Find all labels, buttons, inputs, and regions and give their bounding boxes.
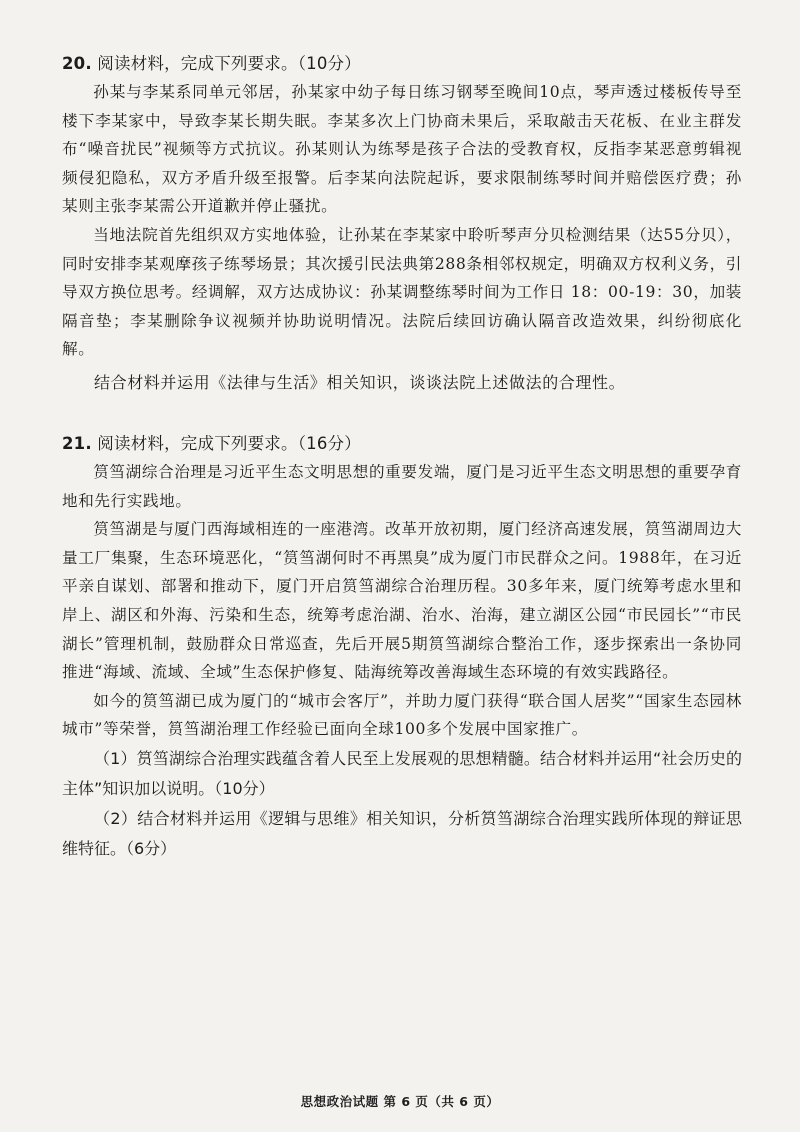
question-21 xyxy=(62,430,742,864)
question-20-material-paragraph-2: 当地法院首先组织双方实地体验，让孙某在李某家中聆听琴声分贝检测结果（达55分贝），同时安排李某观摩孩子练琴场景；其次援引民法典第288条相邻权规定，明确双方权利义务，引导双方换位思考。经调解，双方达成协议：孙某调整练琴时间为工作日 18：00-19：30，加装隔音垫；李某删除争议视频并协助说明情况。法院后续回访确认隔音改造效果，纠纷彻底化解。 xyxy=(62,225,742,359)
question-21-heading xyxy=(62,430,742,458)
page-footer: 思想政治试题 第 6 页（共 6 页） xyxy=(300,1094,500,1109)
question-21-subquestion-2: （2）结合材料并运用《逻辑与思维》相关知识，分析筼筜湖综合治理实践所体现的辩证思维特征。（6分） xyxy=(62,808,742,858)
question-21-material-paragraph-3: 如今的筼筜湖已成为厦门的“城市会客厅”，并助力厦门获得“联合国人居奖”“国家生态园林城市”等荣誉，筼筜湖治理工作经验已面向全球100多个发展中国家推广。 xyxy=(62,691,742,739)
question-20-number: 20. xyxy=(62,54,92,73)
question-21-number: 21. xyxy=(62,433,92,453)
question-21-title: 阅读材料，完成下列要求。（16分） xyxy=(97,433,361,453)
question-20-title: 阅读材料，完成下列要求。（10分） xyxy=(97,54,361,73)
question-20-heading xyxy=(62,50,742,78)
question-21-material-paragraph-1: 筼筜湖综合治理是习近平生态文明思想的重要发端，厦门是习近平生态文明思想的重要孕育地和先行实践地。 xyxy=(62,462,742,510)
question-20-prompt: 结合材料并运用《法律与生活》相关知识，谈谈法院上述做法的合理性。 xyxy=(94,372,626,392)
question-20-material-paragraph-1: 孙某与李某系同单元邻居，孙某家中幼子每日练习钢琴至晚间10点，琴声透过楼板传导至楼下李某家中，导致李某长期失眠。李某多次上门协商未果后，采取敲击天花板、在业主群发布“噪音扰民”视频等方式抗议。孙某则认为练琴是孩子合法的受教育权，反指李某恶意剪辑视频侵犯隐私，双方矛盾升级至报警。后李某向法院起诉，要求限制练琴时间并赔偿医疗费；孙某则主张李某需公开道歉并停止骚扰。 xyxy=(62,83,742,216)
question-21-material-paragraph-2: 筼筜湖是与厦门西海域相连的一座港湾。改革开放初期，厦门经济高速发展，筼筜湖周边大量工厂集聚，生态环境恶化，“筼筜湖何时不再黑臭”成为厦门市民群众之问。1988年，在习近平亲自谋划、部署和推动下，厦门开启筼筜湖综合治理历程。30多年来，厦门统筹考虑水里和岸上、湖区和外海、污染和生态，统筹考虑治湖、治水、治海，建立湖区公园“市民园长”“市民湖长”管理机制，鼓励群众日常巡查，先后开展5期筼筜湖综合整治工作，逐步探索出一条协同推进“海域、流域、全域”生态保护修复、陆海统筹改善海域生态环境的有效实践路径。 xyxy=(62,520,742,682)
question-21-subquestion-1: （1）筼筜湖综合治理实践蕴含着人民至上发展观的思想精髓。结合材料并运用“社会历史的主体”知识加以说明。（10分） xyxy=(62,748,742,798)
question-20 xyxy=(62,50,742,398)
